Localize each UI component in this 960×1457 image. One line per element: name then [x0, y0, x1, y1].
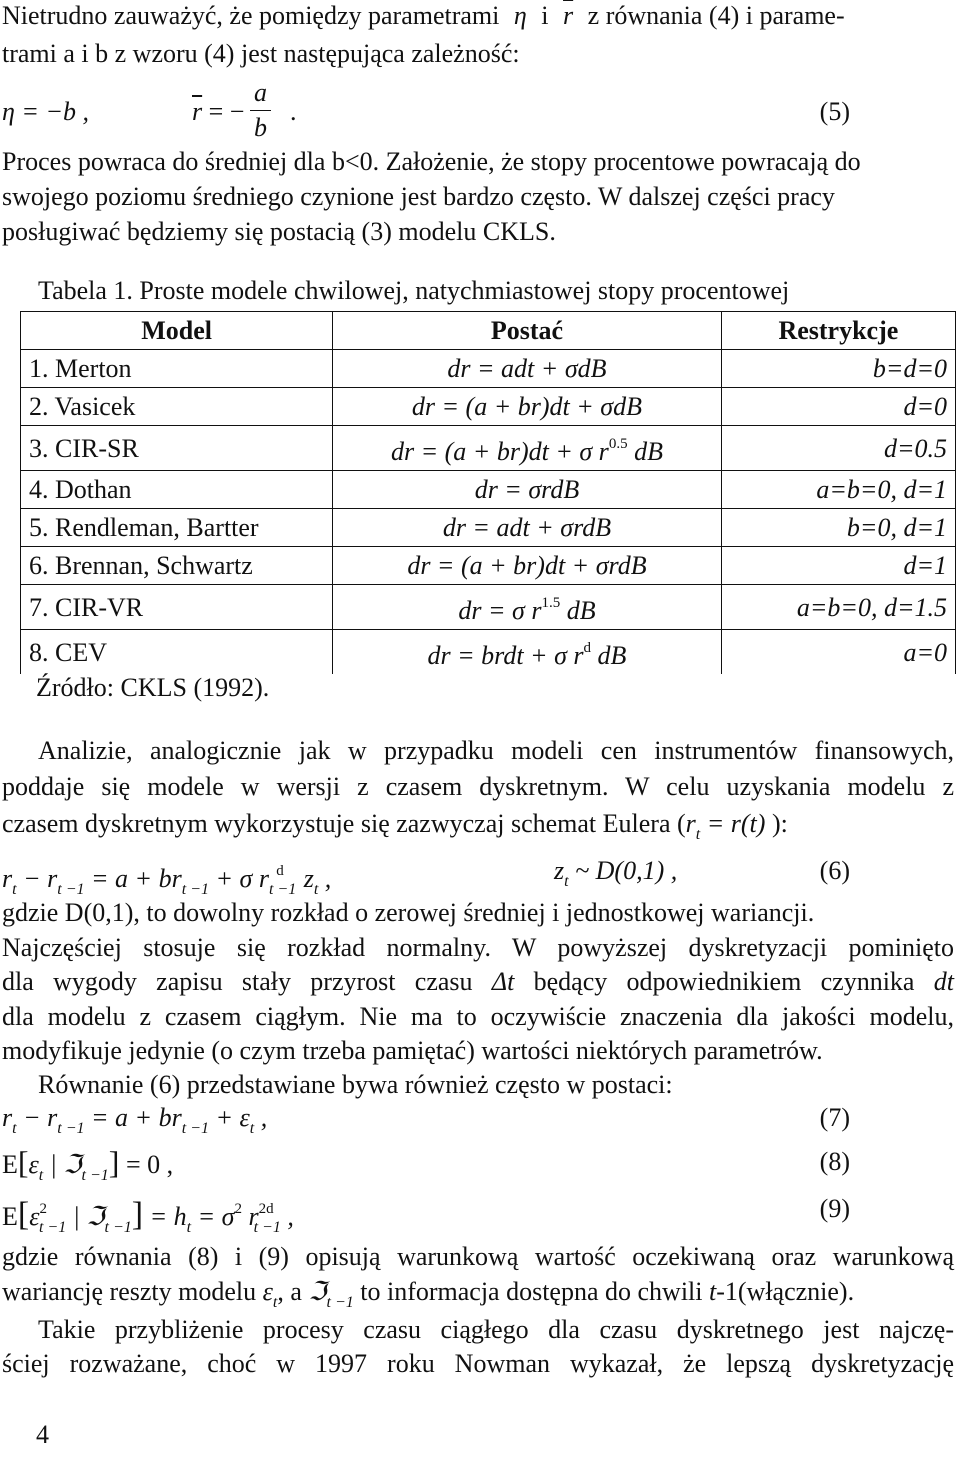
- page-number: 4: [36, 1420, 49, 1449]
- intro-line-1: [2, 0, 954, 32]
- equation-number: (5): [819, 97, 850, 126]
- equation-5: [2, 78, 954, 148]
- model-name: 8. CEV: [21, 630, 333, 675]
- paragraph-line: [2, 966, 954, 998]
- model-formula: dr = adt + σdB: [333, 350, 722, 388]
- model-restriction: b=d=0: [721, 350, 955, 388]
- math: dt: [933, 967, 954, 996]
- eq5-right: [192, 96, 244, 128]
- model-restriction: d=1: [721, 547, 955, 585]
- paragraph-line: Proces powraca do średniej dla b<0. Założenie, że stopy procentowe powracają do: [2, 147, 861, 176]
- table-source: Źródło: CKLS (1992).: [36, 673, 270, 702]
- text: ):: [765, 809, 788, 838]
- paragraph-line: modyfikuje jedynie (o czym trzeba pamiętać) wartości niektórych parametrów.: [2, 1036, 823, 1065]
- formula-part: dr = σ r: [458, 596, 542, 625]
- text: -1(włącznie).: [716, 1277, 855, 1306]
- formula-part: dr = brdt + σ r: [427, 641, 584, 670]
- equation-number: (6): [819, 856, 850, 885]
- text: .: [290, 97, 297, 126]
- table-row: [21, 471, 956, 509]
- eq6-dist: $z_t$ ~ D(0,1) ,: [554, 856, 678, 890]
- paragraph-line: swojego poziomu średniego czynione jest bardzo często. W dalszej części pracy: [2, 182, 835, 211]
- paragraph-line: gdzie D(0,1), to dowolny rozkład o zerowej średniej i jednostkowej wariancji.: [2, 898, 815, 927]
- paragraph-line: poddaje się modele w wersji z czasem dyskretnym. W celu uzyskania modelu z: [2, 772, 954, 801]
- paragraph-line: Równanie (6) przedstawiane bywa również często w postaci:: [38, 1070, 673, 1099]
- model-name: 4. Dothan: [21, 471, 333, 509]
- model-name: 6. Brennan, Schwartz: [21, 547, 333, 585]
- fraction-denominator: b: [254, 113, 267, 142]
- table-row: [21, 388, 956, 426]
- table-row: [21, 350, 956, 388]
- table-row: [21, 509, 956, 547]
- table-row: [21, 547, 956, 585]
- paragraph-line: posługiwać będziemy się postacią (3) modelu CKLS.: [2, 217, 556, 246]
- model-formula: dr = adt + σrdB: [333, 509, 722, 547]
- model-formula: [333, 426, 722, 471]
- model-restriction: d=0.5: [721, 426, 955, 471]
- intro-line-2: trami a i b z wzoru (4) jest następująca zależność:: [2, 39, 520, 68]
- text: Nietrudno zauważyć, że pomiędzy parametrami: [2, 1, 506, 30]
- header-restrykcje: Restrykcje: [721, 312, 955, 350]
- model-name: 3. CIR-SR: [21, 426, 333, 471]
- equation-8: $E[\varepsilon_t$ | ℑ$_{t -1}$] = 0 , (8): [2, 1144, 850, 1184]
- formula-part: dB: [627, 437, 663, 466]
- text: będący odpowiednikiem czynnika: [514, 967, 934, 996]
- equation-number: (9): [819, 1194, 850, 1223]
- paragraph-line: wariancję reszty modelu $\varepsilon_t$, a ℑ$_{t -1}$ to informacja dostępna do chwili t-1(włącznie).: [2, 1277, 855, 1311]
- model-formula: dr = σrdB: [333, 471, 722, 509]
- eta-symbol: η: [513, 1, 527, 30]
- formula-part: dr = (a + br)dt + σ r: [390, 437, 609, 466]
- model-name: 1. Merton: [21, 350, 333, 388]
- model-name: 7. CIR-VR: [21, 585, 333, 630]
- header-postac: Postać: [333, 312, 722, 350]
- table-header-row: [21, 312, 956, 350]
- formula-exponent: d: [583, 640, 592, 656]
- model-formula: [333, 630, 722, 675]
- header-model: Model: [21, 312, 333, 350]
- text: wariancję reszty modelu: [2, 1277, 263, 1306]
- paragraph-line: ściej rozważane, choć w 1997 roku Nowman wykazał, że lepszą dyskretyzację: [2, 1349, 954, 1378]
- paragraph-line: Najczęściej stosuje się rozkład normalny. W powyższej dyskretyzacji pominięto: [2, 933, 954, 962]
- formula-part: dB: [591, 641, 627, 670]
- model-name: 2. Vasicek: [21, 388, 333, 426]
- model-restriction: b=0, d=1: [721, 509, 955, 547]
- model-formula: [333, 585, 722, 630]
- formula-exponent: 1.5: [541, 595, 561, 611]
- model-name: 5. Rendleman, Bartter: [21, 509, 333, 547]
- formula-part: dB: [560, 596, 596, 625]
- math: = r(t): [700, 809, 766, 838]
- paragraph-line: dla modelu z czasem ciągłym. Nie ma to oczywiście znaczenia dla jakości modelu,: [2, 1002, 954, 1031]
- text: i: [534, 1, 556, 30]
- math: r: [685, 809, 696, 838]
- paragraph-line: [2, 808, 954, 851]
- model-formula: dr = (a + br)dt + σdB: [333, 388, 722, 426]
- table-row: [21, 630, 956, 675]
- model-formula: dr = (a + br)dt + σrdB: [333, 547, 722, 585]
- rbar-symbol: $\overline{r}$: [563, 1, 574, 30]
- math: Δt: [491, 967, 515, 996]
- text: to informacja dostępna do chwili: [353, 1277, 709, 1306]
- text: czasem dyskretnym wykorzystuje się zazwyczaj schemat Eulera (: [2, 809, 686, 838]
- equation-number: (8): [819, 1147, 850, 1176]
- text: t: [709, 1277, 717, 1306]
- paragraph-line: Analizie, analogicznie jak w przypadku modeli cen instrumentów finansowych,: [38, 736, 954, 765]
- equation-9: $E[\varepsilon^2_{t -1}$ | ℑ$_{t -1}$] = $h_t = \sigma^2$ $r^{2d}_{t -1}$ , (9): [2, 1194, 850, 1236]
- paragraph-line: gdzie równania (8) i (9) opisują warunkową wartość oczekiwaną oraz warunkową: [2, 1242, 954, 1271]
- equation-number: (7): [819, 1103, 850, 1132]
- fraction-numerator: a: [250, 76, 271, 111]
- eq6-lhs: $r_t - r_{t -1} = a + br_{t -1} + \sigma$ $r_{t -1}^d$ $z_t$ ,: [2, 863, 332, 898]
- text: z równania (4) i parame-: [581, 1, 845, 30]
- table-row: [21, 585, 956, 630]
- formula-exponent: 0.5: [608, 436, 628, 452]
- models-table: [20, 311, 956, 674]
- text: ~ D(0,1) ,: [575, 856, 678, 885]
- paragraph-line: Takie przybliżenie procesy czasu ciągłego dla czasu dyskretnego jest najczę-: [38, 1315, 954, 1344]
- table-caption: Tabela 1. Proste modele chwilowej, natychmiastowej stopy procentowej: [38, 276, 790, 305]
- equation-7: $r_t - r_{t -1} = a + br_{t -1} + \varepsilon_t$ , (7): [2, 1103, 850, 1137]
- model-restriction: a=b=0, d=1: [721, 471, 955, 509]
- model-restriction: a=0: [721, 630, 955, 675]
- text: dla wygody zapisu stały przyrost czasu: [2, 967, 492, 996]
- table-row: [21, 426, 956, 471]
- rbar-symbol: $\overline{r}$: [192, 97, 203, 126]
- math-subscript: t: [695, 826, 701, 843]
- text: = −: [202, 97, 245, 126]
- model-restriction: a=b=0, d=1.5: [721, 585, 955, 630]
- text: , a: [277, 1277, 309, 1306]
- eq5-left: η = −b ,: [2, 97, 89, 126]
- eq5-fraction: [250, 76, 271, 145]
- model-restriction: d=0: [721, 388, 955, 426]
